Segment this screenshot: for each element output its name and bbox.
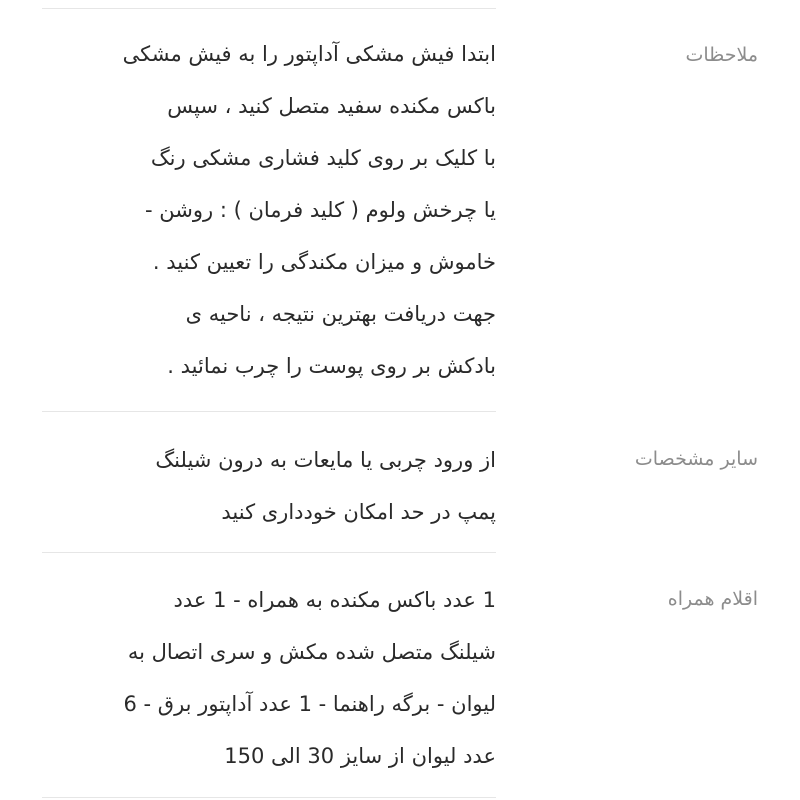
spec-value-line: از ورود چربی یا مایعات به درون شیلنگ xyxy=(155,448,496,472)
spec-value-line: جهت دریافت بهترین نتیجه ، ناحیه ی xyxy=(185,302,496,326)
spec-value-line: ابتدا فیش مشکی آداپتور را به فیش مشکی xyxy=(122,42,496,66)
spec-value-line: عدد لیوان از سایز 30 الی 150 xyxy=(224,744,496,768)
spec-label-included-items: اقلام همراه xyxy=(667,588,758,610)
divider-top xyxy=(42,8,496,9)
spec-label-notes: ملاحظات xyxy=(685,44,758,66)
spec-value-line: 1 عدد باکس مکنده به همراه - 1 عدد xyxy=(173,588,496,612)
spec-value-line: لیوان - برگه راهنما - 1 عدد آداپتور برق - 6 xyxy=(123,692,496,716)
spec-value-line: با کلیک بر روی کلید فشاری مشکی رنگ xyxy=(150,146,496,170)
spec-value-line: شیلنگ متصل شده مکش و سری اتصال به xyxy=(127,640,496,664)
divider xyxy=(42,411,496,412)
spec-value-other-specs xyxy=(42,434,496,538)
spec-value-notes xyxy=(42,28,496,392)
spec-value-line: بادکش بر روی پوست را چرب نمائید . xyxy=(167,354,496,378)
spec-value-line: باکس مکنده سفید متصل کنید ، سپس xyxy=(167,94,496,118)
spec-value-line: خاموش و میزان مکندگی را تعیین کنید . xyxy=(152,250,496,274)
spec-value-line: یا چرخش ولوم ( کلید فرمان ) : روشن - xyxy=(145,198,496,222)
divider-bottom xyxy=(42,797,496,798)
divider xyxy=(42,552,496,553)
spec-value-line: پمپ در حد امکان خودداری کنید xyxy=(221,500,496,524)
spec-value-included-items xyxy=(42,574,496,782)
spec-label-other-specs: سایر مشخصات xyxy=(634,448,758,470)
